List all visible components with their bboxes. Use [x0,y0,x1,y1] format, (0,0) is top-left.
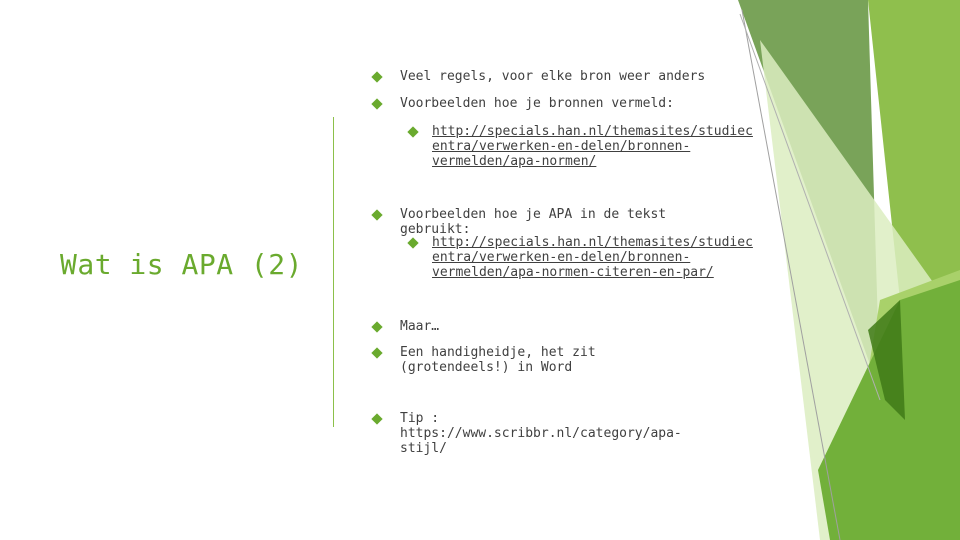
slide-title: Wat is APA (2) [60,248,304,281]
bullet-text: Maar… [400,319,440,334]
bullet-text: Tip : https://www.scribbr.nl/category/apa-stijl/ [400,411,682,456]
bullet-text: Voorbeelden hoe je bronnen vermeld: [400,96,674,111]
bullet-text: Een handigheidje, het zit (grotendeels!) in Word [400,345,596,375]
bullet-text: Veel regels, voor elke bron weer anders [400,69,706,84]
bullet-link[interactable]: http://specials.han.nl/themasites/studiec entra/verwerken-en-delen/bronnen-vermelden/apa-normen-citeren-en-par/ [432,235,753,280]
bullet-link[interactable]: http://specials.han.nl/themasites/studiec entra/verwerken-en-delen/bronnen-vermelden/apa-normen/ [432,124,753,169]
title-divider-line [333,117,334,427]
bullet-text: Voorbeelden hoe je APA in de tekst gebruikt: [400,207,667,237]
